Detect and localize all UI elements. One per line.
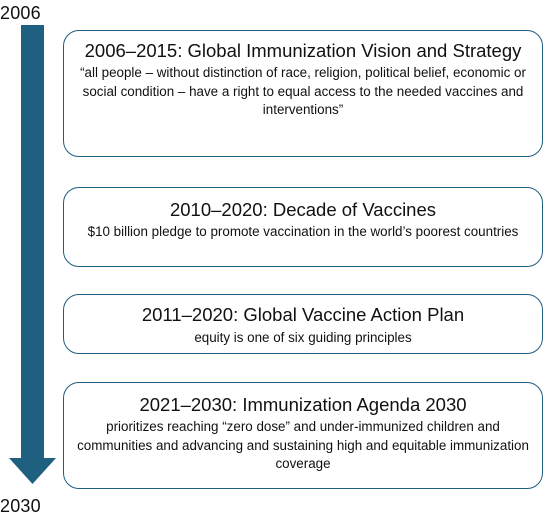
timeline-start-year: 2006 [0, 3, 41, 23]
timeline-end-year: 2030 [0, 496, 41, 516]
card-description: $10 billion pledge to promote vaccination in the world’s poorest countries [87, 224, 519, 239]
timeline-card-immunization-agenda-2030 [63, 382, 543, 489]
card-title: 2006–2015: Global Immunization Vision and Strategy [84, 40, 522, 61]
timeline-card-global-immunization-vision [63, 30, 543, 157]
card-title: 2011–2020: Global Vaccine Action Plan [141, 304, 465, 325]
timeline-arrow-shape [9, 25, 56, 484]
timeline-arrow [0, 0, 70, 519]
card-title: 2010–2020: Decade of Vaccines [169, 199, 437, 220]
timeline-card-decade-of-vaccines [63, 187, 543, 267]
card-title: 2021–2030: Immunization Agenda 2030 [139, 394, 467, 415]
card-description: equity is one of six guiding principles [194, 330, 412, 345]
card-description: prioritizes reaching “zero dose” and under-immunized children and communities and advancing and sustaining high and equitable immunization coverage [77, 419, 529, 471]
timeline-card-global-vaccine-action-plan [63, 294, 543, 354]
card-description: “all people – without distinction of race, religion, political belief, economic or social condition – have a right to equal access to the needed vaccines and interventions” [80, 65, 526, 117]
